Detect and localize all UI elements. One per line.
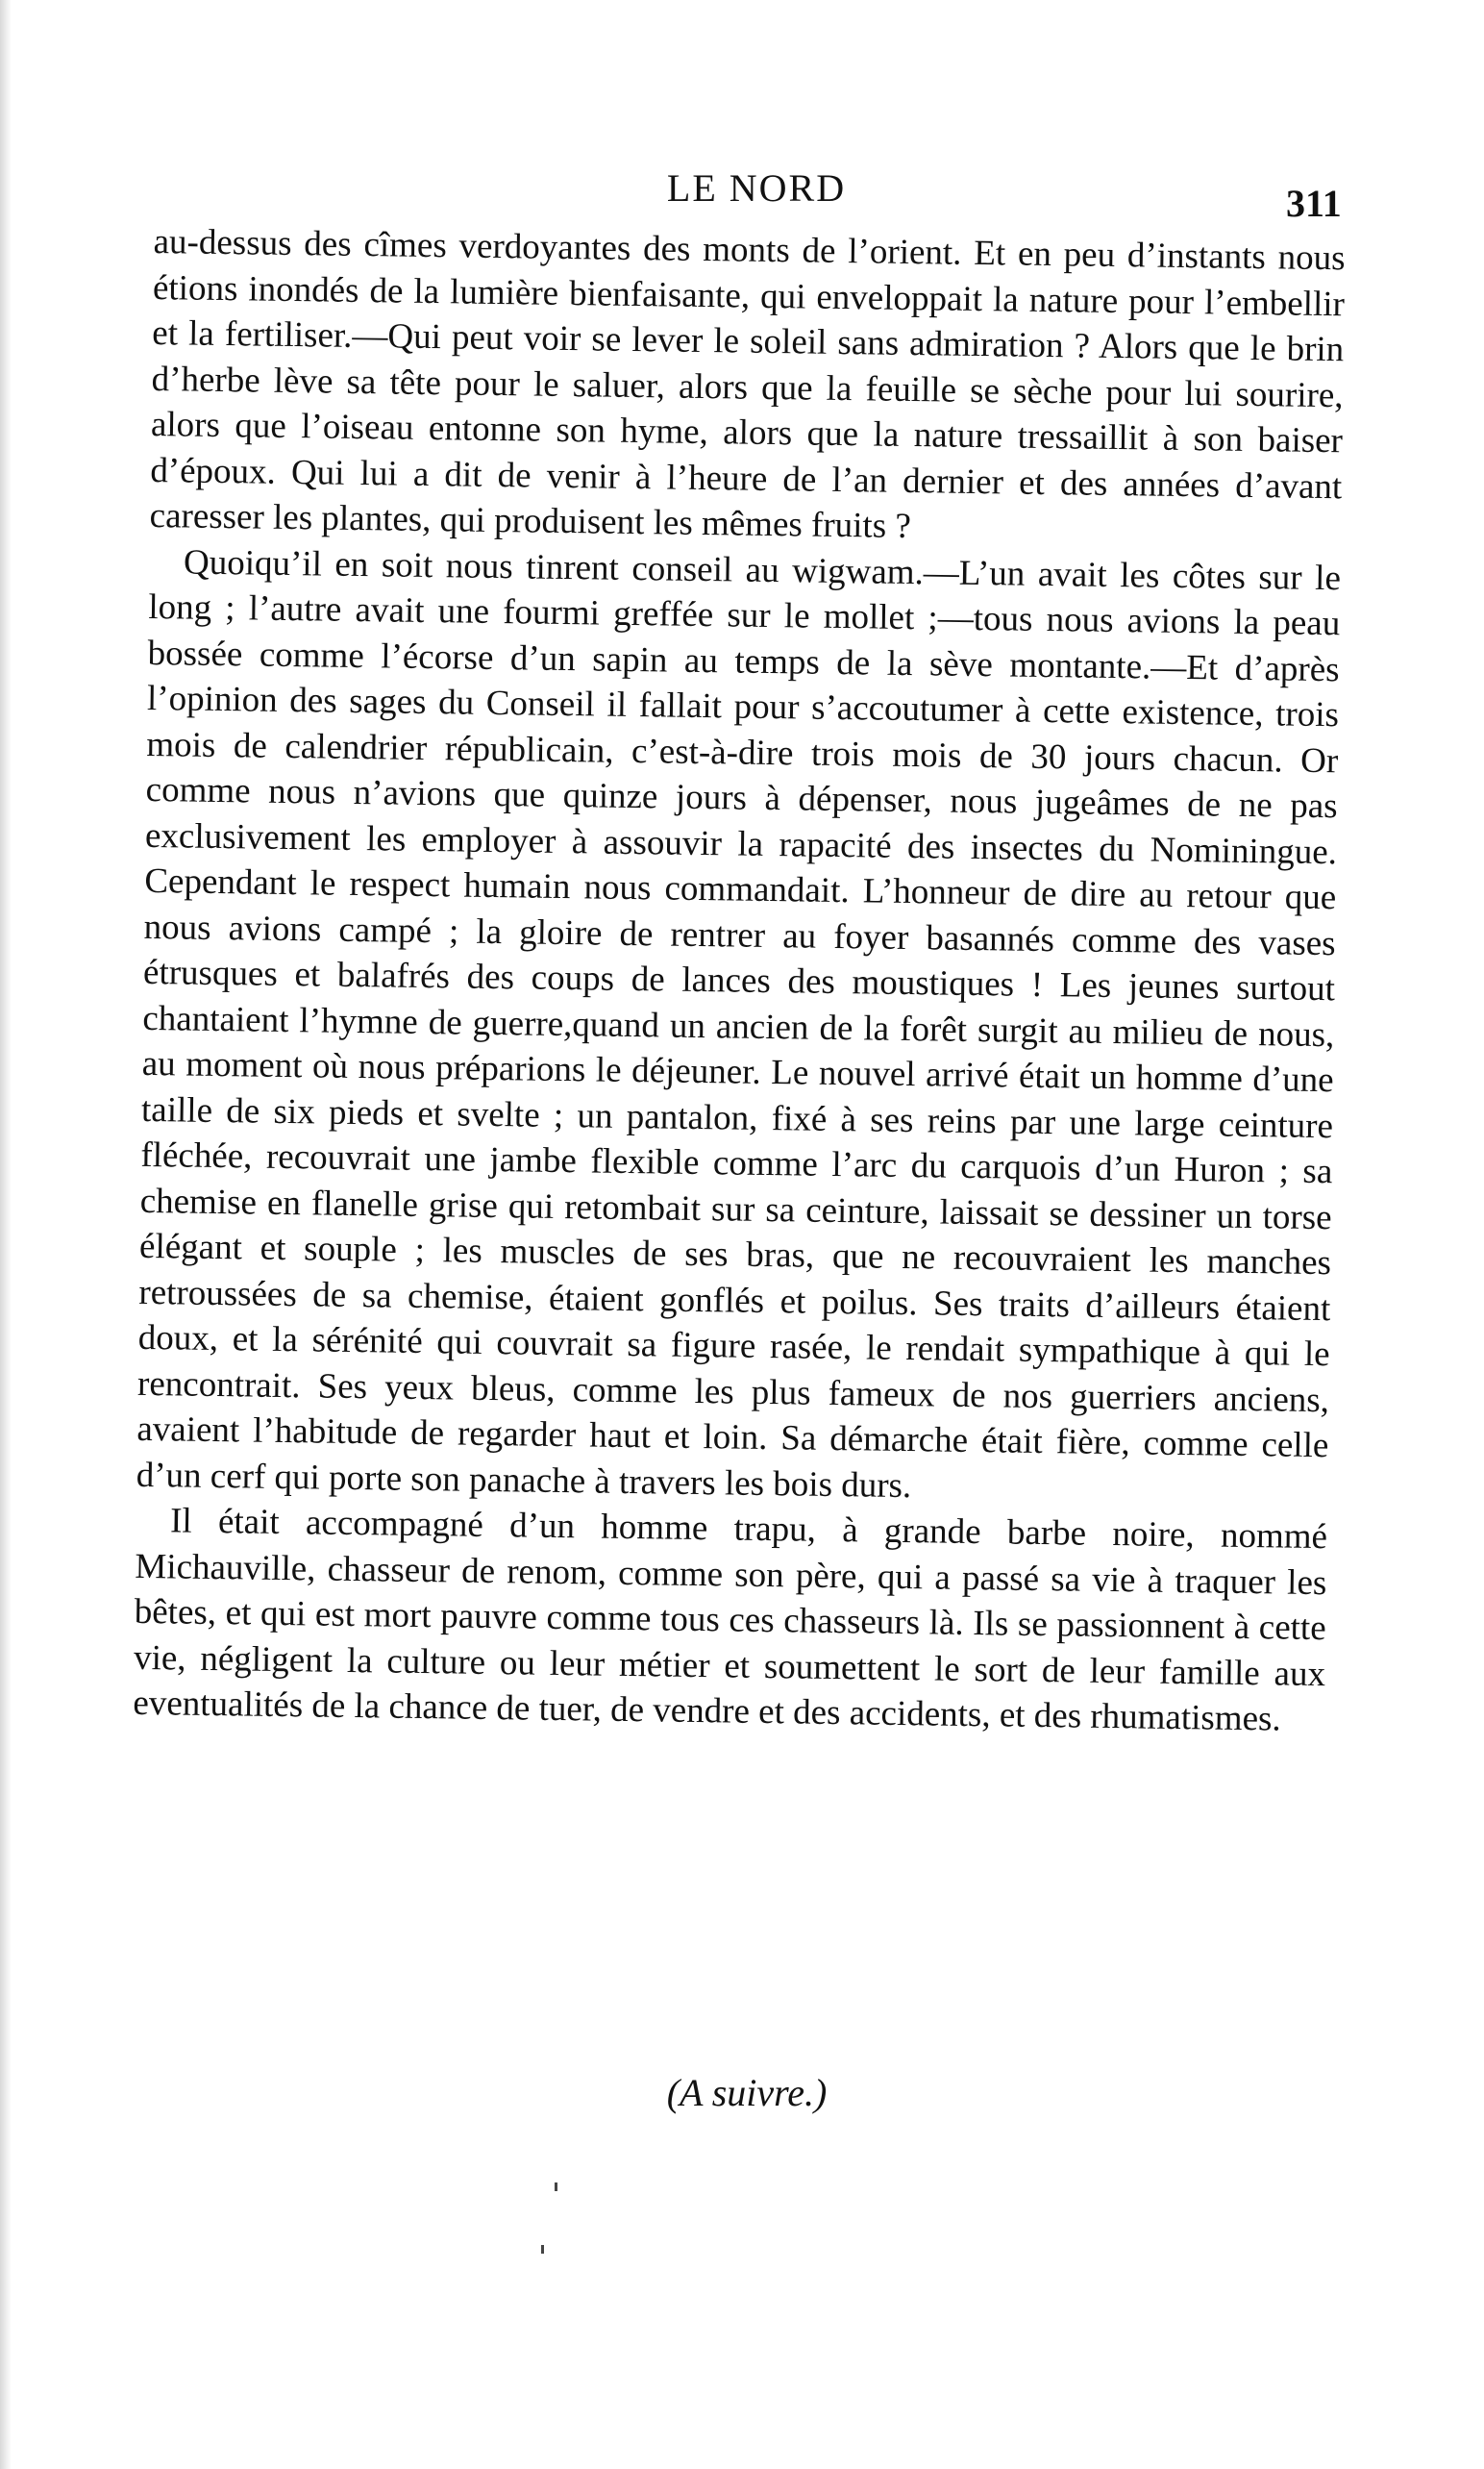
paragraph-1: au-dessus des cîmes verdoyantes des monts de l’orient. Et en peu d’instants nous étions inondés de la lumière bienfaisante, qui enveloppait la nature pour l’embellir et la fertiliser.—Qui peut voir se lever le soleil sans admiration ? Alors que le brin d’herbe lève sa tête pour le saluer, alors que la feuille se sèche pour lui sourire, alors que l’oiseau entonne son hyme, alors que la nature tressaillit à son baiser d’époux. Qui lui a dit de venir à l’heure de l’an dernier et des années d’avant caresser les plantes, qui produisent les mêmes fruits ?	[149, 221, 1346, 547]
ink-speck	[555, 2182, 557, 2191]
running-header-title: LE NORD	[666, 166, 847, 210]
page-number: 311	[1286, 182, 1342, 225]
paragraph-2: Quoiqu’il en soit nous tinrent conseil au wigwam.—L’un avait les côtes sur le long ; l’autre avait une fourmi greffée sur le mollet ;—tous nous avions la peau bossée comme l’écorse d’un sapin au temps de la sève montante.—Et d’après l’opinion des sages du Conseil il fallait pour s’accoutumer à cette existence, trois mois de calendrier républicain, c’est-à-dire trois mois de 30 jours chacun. Or comme nous n’avions que quinze jours à dépenser, nous jugeâmes de ne pas exclusivement les employer à assouvir la rapacité des insectes du Nominingue. Cependant le respect humain nous commandait. L’honneur de dire au retour que nous avions campé ; la gloire de rentrer au foyer basannés comme des vases étrusques et balafrés des coups de lances des moustiques ! Les jeunes surtout chantaient l’hymne de guerre,quand un ancien de la forêt surgit au milieu de nous, au moment où nous préparions le déjeuner. Le nouvel arrivé était un homme d’une taille de six pieds et svelte ; un pantalon, fixé à ses reins par une large ceinture fléchée, recouvrait une jambe flexible comme l’arc du carquois d’un Huron ; sa chemise en flanelle grise qui retombait sur sa ceinture, laissait se dessiner un torse élégant et souple ; les muscles de ses bras, que ne recouvraient les manches retroussées de sa chemise, étaient gonflés et poilus. Ses traits d’ailleurs étaient doux, et la sérénité qui couvrait sa figure rasée, le rendait sympathique à qui le rencontrait. Ses yeux bleus, comme les plus fameux de nos guerriers anciens, avaient l’habitude de regarder haut et loin. Sa démarche était fière, comme celle d’un cerf qui porte son panache à travers les bois durs.	[136, 541, 1342, 1506]
continued-note: (A suivre.)	[666, 2071, 828, 2114]
paragraph-3: Il était accompagné d’un homme trapu, à grande barbe noire, nommé Michauville, chasseur de renom, comme son père, qui a passé sa vie à traquer les bêtes, et qui est mort pauvre comme tous ces chasseurs là. Ils se passionnent à cette vie, négligent la culture ou leur métier et soumettent le sort de leur famille aux eventualités de la chance de tuer, de vendre et des accidents, et des rhumatismes.	[133, 1501, 1328, 1739]
body-text	[133, 219, 1346, 1743]
ink-speck	[541, 2245, 544, 2254]
